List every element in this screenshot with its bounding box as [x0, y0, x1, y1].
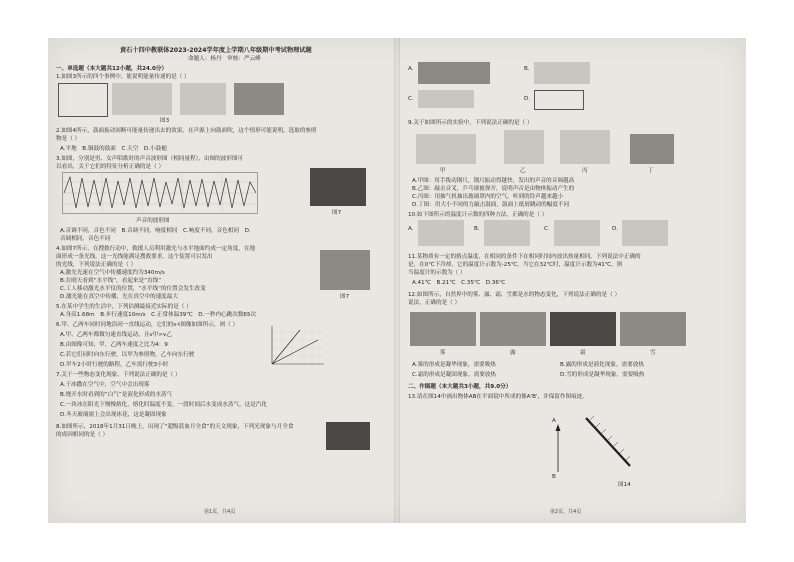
q6-option-d: D.甲车2小时行驶的路程，乙车需行驶3小时 — [60, 362, 169, 368]
q12-image-frost — [550, 312, 616, 346]
q2-text: 2.如图4所示，鼓面振动间断可能量传递出去的效果，在声源上向鼓面吹，这个情形可能说明，选取的参照 — [56, 128, 317, 134]
q8-label-b: B. — [524, 66, 530, 72]
q11-text-2: 是，在0℃下冷却，它的温度计示数为-25℃。当它在32℃时，温度计示数为41℃，则 — [408, 262, 623, 268]
q9-option-b: B.乙图：敲击音叉，乒乓球被弹开，说明声音是由物体振动产生的 — [412, 186, 575, 192]
q9-label-yi: 乙 — [520, 168, 526, 174]
q12-option-a: A.雾的形成是凝华现象，需要吸热 — [412, 362, 496, 368]
q6-option-c: C.若它们同时向东行驶，以甲为参照物，乙车向东行驶 — [60, 352, 195, 358]
left-page — [48, 38, 394, 523]
q8-label-c: C. — [408, 96, 414, 102]
right-page — [400, 38, 746, 523]
q9-figure-ding — [630, 134, 674, 164]
q6-option-a: A.甲、乙两车都做匀速直线运动，且v甲>v乙 — [60, 332, 172, 338]
q13-point-b: B — [552, 474, 556, 480]
q3-options-line1: A.音调不同，音色不同 B.音调不同，响度相同 C.响度不同，音色相同 D. — [60, 228, 251, 234]
q3-text-continued: 以看出，关于它们的特征分析正确的是（ ） — [56, 164, 165, 170]
q10-label-a: A. — [408, 226, 414, 232]
q9-label-ding: 丁 — [648, 168, 654, 174]
q4-text-2: 面形成一条光线，这一光线能满足搜救要求，这个装置可以发出 — [56, 254, 213, 260]
q12-option-b: B.露的形成是液化现象，需要放热 — [560, 362, 644, 368]
q10-option-b-image — [484, 220, 530, 246]
q12-caption-frost: 霜 — [580, 350, 586, 356]
q12-text-continued: 说法，正确的是（ ） — [408, 300, 461, 306]
q11-text: 11.某物质有一定的熔点温度，在相同的条件下在相同时间内放出热量相同，下列说法中正确的 — [408, 254, 641, 260]
q1-figure-b — [112, 83, 172, 115]
q2-text-continued: 物是（ ） — [56, 136, 81, 142]
q12-text: 12.如图所示，自然界中的雾、露、霜、雪都是水的物态变化，下列说法正确的是（ ） — [408, 292, 621, 298]
q8-text: 8.如图所示，2018年1月31日晚上，出现了“超级蓝血月全食”的天文现象，下列光现象与月全食 — [56, 424, 294, 430]
q10-label-b: B. — [474, 226, 480, 232]
q9-text: 9.关于如图所示的实验中，下列说法正确的是（ ） — [408, 120, 533, 126]
q10-label-d: D. — [612, 226, 619, 232]
q8-option-c-image — [418, 90, 474, 108]
q10-option-a-image — [418, 220, 464, 246]
q12-option-d: D.雪的形成是凝华现象，需要吸热 — [560, 372, 645, 378]
q9-option-a: A.甲图：用手拨动钢尺，钢尺振动得越快，发出的声音的音调越高 — [412, 178, 575, 184]
exam-sheet — [48, 38, 746, 523]
q9-label-bing: 丙 — [582, 168, 588, 174]
q3-text: 3.如图，分别是男、女声唱歌时的声音波形图（相同量程），由图的波形图可 — [56, 156, 244, 162]
q9-figure-yi — [504, 130, 544, 164]
page-1-footer: 第1页，共4页 — [204, 509, 236, 515]
q8-label-d: D. — [524, 96, 531, 102]
q12-option-c: C.霜的形成是凝固现象，需要放热 — [412, 372, 496, 378]
q3-figure-caption: 声音的波形图 — [136, 218, 170, 224]
q7-text: 7.关于一些物态变化现象，下列说法正确的是（ ） — [56, 372, 181, 378]
page-2-footer: 第2页，共4页 — [550, 509, 582, 515]
q2-options: A.平地 B.铜鼓的鼓面 C.天空 D.小鼓槌 — [60, 146, 167, 152]
q2-figure-caption: 图7 — [332, 210, 342, 216]
q12-caption-snow: 雪 — [650, 350, 656, 356]
q12-caption-fog: 雾 — [440, 350, 446, 356]
q13-text: 13.请在图14中画出物体AB在平面镜中所成的像A'B'，并保留作图痕迹。 — [408, 394, 588, 400]
q4-figure-caption: 图7 — [340, 294, 350, 300]
q1-text: 1.如图3所示的四个事例中，能说明能量传递的是（ ） — [56, 74, 190, 80]
q6-option-b: B.由图像可知，甲、乙两车速度之比为4：9 — [60, 342, 168, 348]
q13-point-a: A — [552, 418, 556, 424]
section-1-heading: 一、单选题（本大题共12小题，共24.0分） — [56, 66, 168, 72]
q8-text-continued: 的成因相同的是（ ） — [56, 432, 109, 438]
q12-caption-dew: 露 — [510, 350, 516, 356]
q1-figure-caption: 图3 — [160, 118, 170, 124]
q2-figure-drum — [310, 168, 366, 206]
q1-figure-c — [180, 83, 226, 115]
q4-option-d: D.激光能在真空中传播，光在真空中的速度最大 — [60, 294, 178, 300]
q13-mirror-figure — [550, 404, 660, 488]
q11-text-3: 当温度计的示数为（ ） — [408, 270, 466, 276]
q9-option-d: D.丁图：用大小不同的力敲击鼓面，鼓面上纸屑跳动的幅度不同 — [412, 202, 570, 208]
q10-option-c-image — [554, 220, 600, 246]
q4-option-c: C.工人移动激光水平仪的位置，“水平线”的位置会发生改变 — [60, 286, 206, 292]
q3-waveform-figure — [62, 172, 258, 214]
q6-text: 6.甲、乙两车同时同地沿同一直线运动，它们的s-t图像如图所示，则（ ） — [56, 322, 239, 328]
q1-figure-d — [234, 83, 284, 115]
q6-st-graph — [262, 324, 326, 370]
q12-image-snow — [620, 312, 686, 346]
q9-option-c: C.丙图：用抽气机抽出玻璃罩内的空气，听到的铃声越来越小 — [412, 194, 564, 200]
q4-text: 4.如图7所示，在搜救行动中，救援人员利用激光与水平地面约成一定角度，在地 — [56, 246, 256, 252]
q5-options: A.身高1.68m B.步行速度10m/s C.正常体温39℃ D.一秒内心跳次数65次 — [60, 312, 257, 318]
q10-text: 10.如下图所示的温度计示数的四种方法，正确的是（ ） — [408, 212, 548, 218]
q7-option-c: C.一块冰在阳光下慢慢熔化，熔化时温度不变，一段时间后水变成水蒸气，这是汽化 — [60, 402, 268, 408]
q9-figure-jia — [416, 134, 476, 164]
q3-options-line2: 音调相同，音色不同 — [60, 236, 111, 242]
q9-figure-bing — [560, 130, 610, 164]
q12-image-fog — [410, 312, 476, 346]
q8-option-a-image — [418, 62, 490, 84]
q7-option-b: B.烧开水时看到的“白气”是液化形成的水蒸气 — [60, 392, 173, 398]
q8-label-a: A. — [408, 66, 414, 72]
q4-figure-laser — [320, 250, 370, 290]
q11-options: A.41℃ B.21℃ C.35℃ D.36℃ — [412, 280, 506, 286]
q8-option-b-image — [534, 62, 590, 84]
q4-text-3: 的光线，下列说法正确的是（ ） — [56, 262, 137, 268]
section-2-heading: 二、作图题（本大题共3小题，共9.0分） — [408, 384, 512, 390]
q9-label-jia: 甲 — [440, 168, 446, 174]
q4-option-a: A.激光光速在空气中传播速度约为340m/s — [60, 270, 165, 276]
q5-text: 5.在某中学生的生活中，下列估测最接近实际的是（ ） — [56, 304, 192, 310]
q10-label-c: C. — [544, 226, 550, 232]
q4-option-b: B.在晴天看到“水平线”，看起来是“直线” — [60, 278, 162, 284]
q10-option-d-image — [622, 220, 668, 246]
q7-option-d: D.冬天玻璃窗上会出现冰花，这是凝固现象 — [60, 412, 167, 418]
exam-title: 黄石十四中教联体2023-2024学年度上学期八年级期中考试物理试题 — [120, 47, 312, 54]
q7-option-a: A.干冰撒在空气中，空气中会出现雾 — [60, 382, 150, 388]
q1-figure-a — [58, 83, 108, 117]
exam-authors: 命题人：杨丹 审核：严云峰 — [188, 56, 261, 62]
q12-image-dew — [480, 312, 546, 346]
q13-figure-caption: 图14 — [618, 482, 631, 488]
q8-option-d-image — [534, 90, 584, 110]
q8-figure-moon — [326, 422, 370, 450]
